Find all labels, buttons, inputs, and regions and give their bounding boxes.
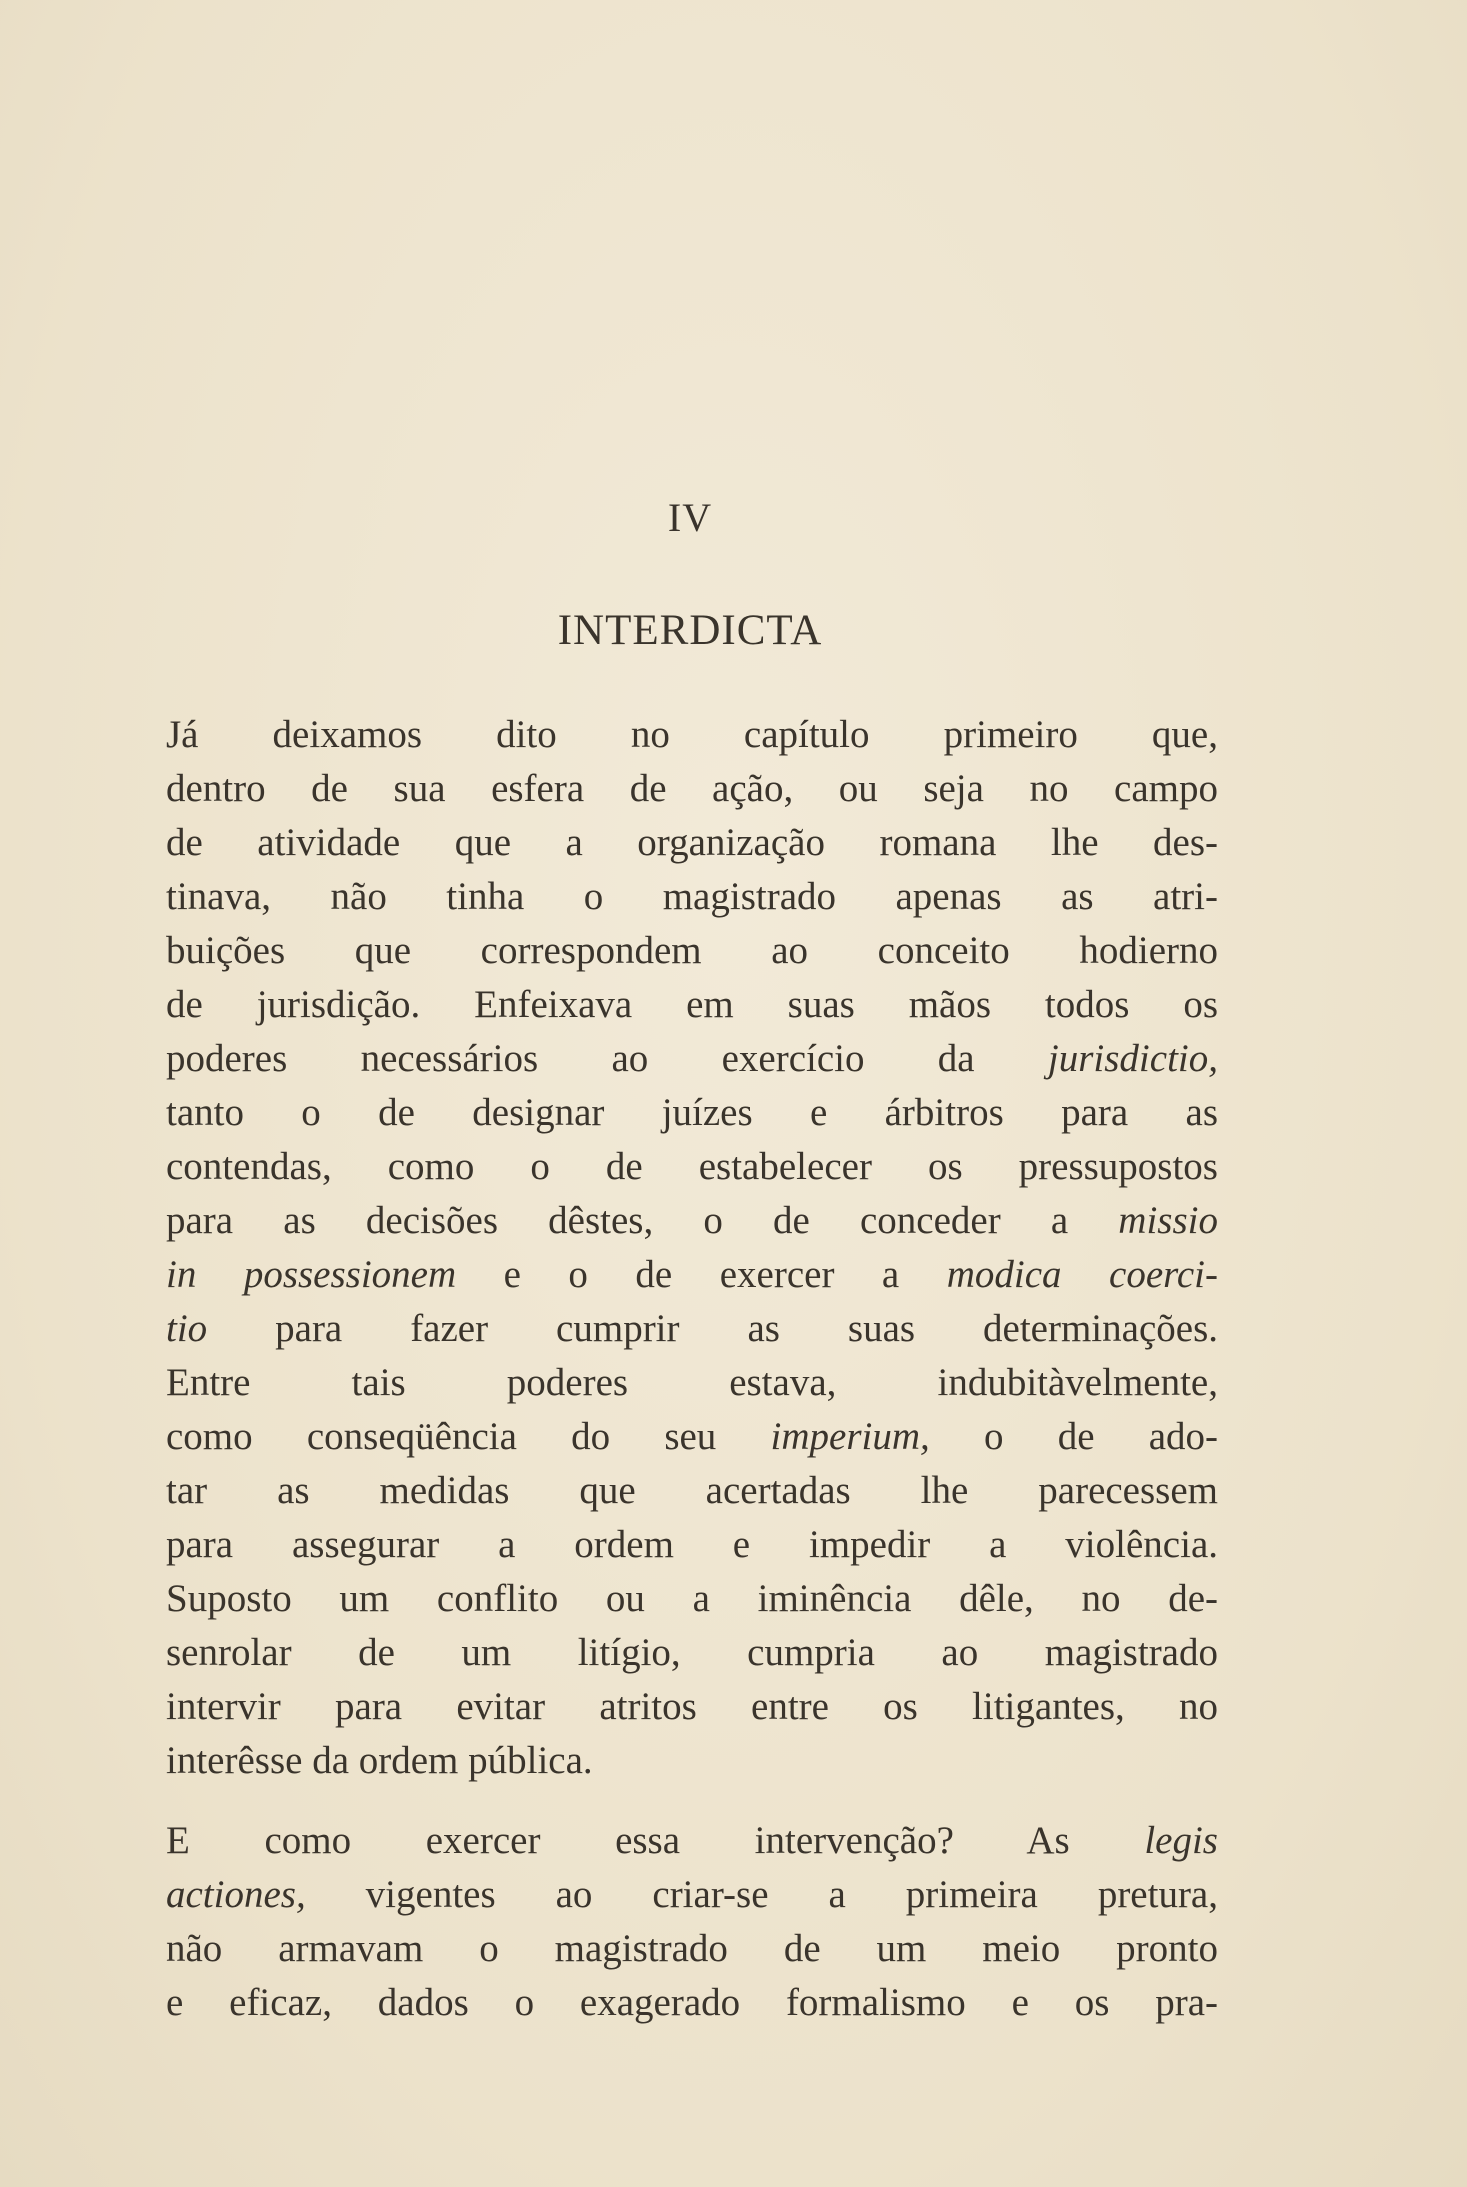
text-run: dentro de sua esfera de ação, ou seja no campo <box>166 767 1218 810</box>
text-run: tar as medidas que acertadas lhe parecessem <box>166 1469 1218 1512</box>
text-line <box>166 1410 1218 1464</box>
body-text <box>166 708 1218 2030</box>
text-run: Suposto um conflito ou a iminência dêle, no de- <box>166 1577 1218 1620</box>
chapter-number: IV <box>667 495 713 540</box>
text-run: Já deixamos dito no capítulo primeiro que, <box>166 713 1218 756</box>
chapter-title: INTERDICTA <box>557 607 823 654</box>
text-run: o de ado- <box>929 1415 1219 1458</box>
text-line <box>166 870 1218 924</box>
text-run: tanto o de designar juízes e árbitros para as <box>166 1091 1218 1134</box>
text-run: E como exercer essa intervenção? As <box>166 1819 1145 1862</box>
text-line <box>166 1032 1218 1086</box>
text-run: Entre tais poderes estava, indubitàvelmente, <box>166 1361 1218 1404</box>
text-line <box>166 1868 1218 1922</box>
text-run: intervir para evitar atritos entre os litigantes, no <box>166 1685 1218 1728</box>
text-line <box>166 708 1218 762</box>
text-line <box>166 924 1218 978</box>
text-run: de jurisdição. Enfeixava em suas mãos todos os <box>166 983 1218 1026</box>
text-run: não armavam o magistrado de um meio pronto <box>166 1927 1218 1970</box>
text-line <box>166 1518 1218 1572</box>
text-line <box>166 1140 1218 1194</box>
italic-term: legis <box>1144 1819 1218 1862</box>
text-line <box>166 1976 1218 2030</box>
text-line <box>166 1734 1218 1788</box>
italic-term: actiones, <box>166 1873 306 1916</box>
italic-term: missio <box>1118 1199 1218 1242</box>
text-line <box>166 1626 1218 1680</box>
text-line <box>166 1680 1218 1734</box>
text-run: poderes necessários ao exercício da <box>166 1037 1048 1080</box>
text-line <box>166 1572 1218 1626</box>
text-run: senrolar de um litígio, cumpria ao magistrado <box>166 1631 1218 1674</box>
text-run: interêsse da ordem pública. <box>166 1739 593 1782</box>
text-line <box>166 1194 1218 1248</box>
italic-term: in possessionem <box>166 1253 457 1296</box>
text-line <box>166 1356 1218 1410</box>
text-run: buições que correspondem ao conceito hodierno <box>166 929 1218 972</box>
text-line <box>166 1922 1218 1976</box>
italic-term: jurisdictio, <box>1047 1037 1218 1080</box>
text-line <box>166 978 1218 1032</box>
italic-term: imperium, <box>770 1415 930 1458</box>
text-run: contendas, como o de estabelecer os pressupostos <box>166 1145 1218 1188</box>
text-run: para fazer cumprir as suas determinações. <box>207 1307 1218 1350</box>
paragraph <box>166 708 1218 1788</box>
text-run: para assegurar a ordem e impedir a violência. <box>166 1523 1218 1566</box>
paragraph-gap <box>166 1788 1218 1814</box>
text-run: e o de exercer a <box>456 1253 947 1296</box>
text-run: vigentes ao criar-se a primeira pretura, <box>305 1873 1218 1916</box>
text-line <box>166 762 1218 816</box>
text-line <box>166 816 1218 870</box>
text-run: e eficaz, dados o exagerado formalismo e os pra- <box>166 1981 1218 2024</box>
text-line <box>166 1086 1218 1140</box>
text-run: como conseqüência do seu <box>166 1415 771 1458</box>
text-line <box>166 1814 1218 1868</box>
text-line <box>166 1302 1218 1356</box>
text-run: tinava, não tinha o magistrado apenas as atri- <box>166 875 1218 918</box>
italic-term: tio <box>166 1307 208 1350</box>
italic-term: modica coerci- <box>946 1253 1218 1296</box>
paragraph <box>166 1814 1218 2030</box>
text-line <box>166 1464 1218 1518</box>
text-run: de atividade que a organização romana lhe des- <box>166 821 1218 864</box>
text-run: para as decisões dêstes, o de conceder a <box>166 1199 1119 1242</box>
text-line <box>166 1248 1218 1302</box>
